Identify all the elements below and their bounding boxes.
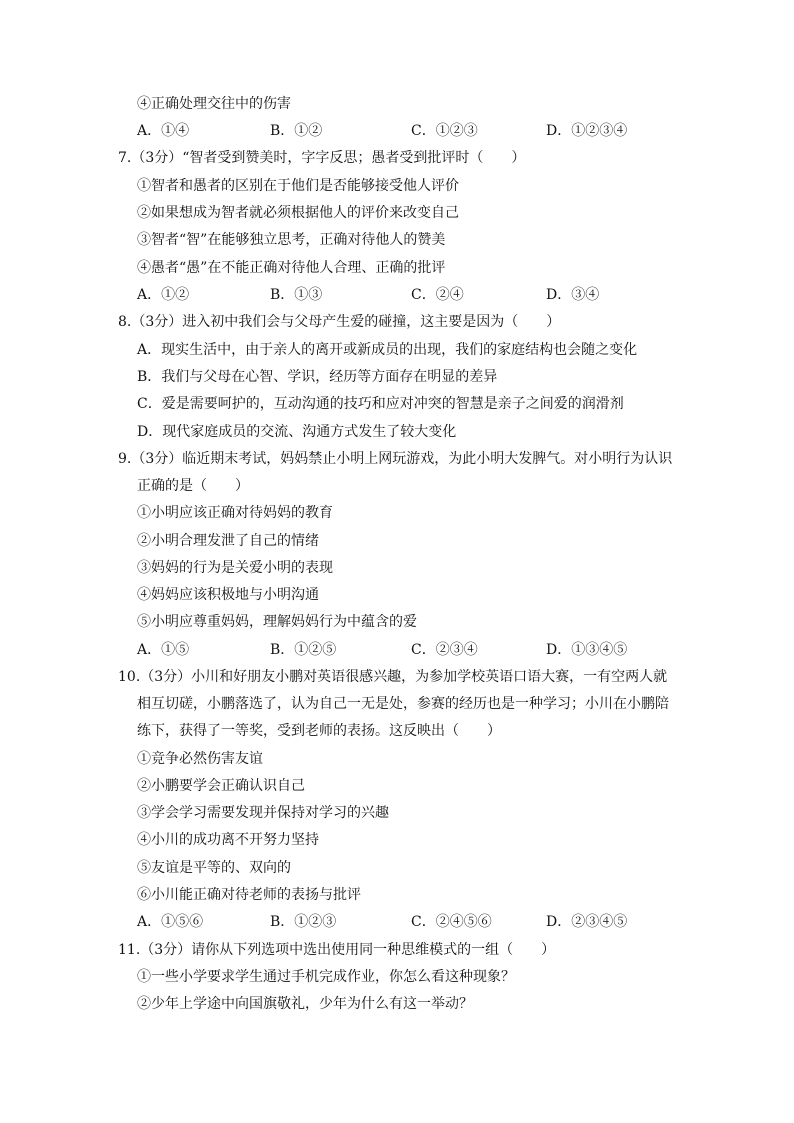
q8-stem: 8.（3分）进入初中我们会与父母产生爱的碰撞，这主要是因为（ ） — [118, 314, 561, 330]
q6-option-a[interactable]: A．①④ — [137, 123, 190, 139]
q7-option-d[interactable]: D．③④ — [546, 287, 600, 303]
q7-statement-3: ③智者“智”在能够独立思考，正确对待他人的赞美 — [137, 232, 446, 248]
q6-option-b[interactable]: B．①② — [270, 123, 323, 139]
q6-statement-4: ④正确处理交往中的伤害 — [137, 96, 291, 112]
q7-option-a[interactable]: A．①② — [137, 287, 190, 303]
q10-statement-4: ④小川的成功离不开努力坚持 — [137, 832, 319, 848]
q10-option-b[interactable]: B．①②③ — [270, 914, 337, 930]
q6-option-c[interactable]: C．①②③ — [411, 123, 478, 139]
q10-option-c[interactable]: C．②④⑤⑥ — [411, 914, 492, 930]
q7-option-b[interactable]: B．①③ — [270, 287, 323, 303]
q8-option-c[interactable]: C．爱是需要呵护的，互动沟通的技巧和应对冲突的智慧是亲子之间爱的润滑剂 — [137, 396, 624, 412]
q11-stem: 11.（3分）请你从下列选项中选出使用同一种思维模式的一组（ ） — [118, 942, 556, 958]
q10-statement-1: ①竞争必然伤害友谊 — [137, 751, 263, 767]
q7-statement-2: ②如果想成为智者就必须根据他人的评价来改变自己 — [137, 205, 459, 221]
q9-stem: 9.（3分）临近期末考试，妈妈禁止小明上网玩游戏，为此小明大发脾气。对小明行为认识 — [118, 451, 673, 467]
q6-option-d[interactable]: D．①②③④ — [546, 123, 628, 139]
q9-option-c[interactable]: C．②③④ — [411, 642, 478, 658]
q9-option-d[interactable]: D．①③④⑤ — [546, 642, 628, 658]
q10-statement-6: ⑥小川能正确对待老师的表扬与批评 — [137, 887, 361, 903]
q10-stem-line-3: 练下，获得了一等奖，受到老师的表扬。这反映出（ ） — [137, 723, 501, 739]
q9-stem-continued: 正确的是（ ） — [137, 478, 249, 494]
q10-statement-3: ③学会学习需要发现并保持对学习的兴趣 — [137, 805, 389, 821]
q11-statement-1: ①一些小学要求学生通过手机完成作业，你怎么看这种现象？ — [137, 969, 515, 985]
q9-statement-3: ③妈妈的行为是关爱小明的表现 — [137, 560, 333, 576]
q8-option-a[interactable]: A．现实生活中，由于亲人的离开或新成员的出现，我们的家庭结构也会随之变化 — [137, 342, 638, 358]
q10-option-d[interactable]: D．②③④⑤ — [546, 914, 628, 930]
q10-statement-2: ②小鹏要学会正确认识自己 — [137, 778, 305, 794]
q9-option-b[interactable]: B．①②⑤ — [270, 642, 337, 658]
q10-stem: 10.（3分）小川和好朋友小鹏对英语很感兴趣，为参加学校英语口语大赛，一有空两人就 — [118, 669, 668, 685]
q10-statement-5: ⑤友谊是平等的、双向的 — [137, 860, 291, 876]
q9-option-a[interactable]: A．①⑤ — [137, 642, 190, 658]
q8-option-b[interactable]: B．我们与父母在心智、学识，经历等方面存在明显的差异 — [137, 369, 498, 385]
q7-stem: 7.（3分）“智者受到赞美时，字字反思；愚者受到批评时（ ） — [118, 150, 526, 166]
q10-option-a[interactable]: A．①⑤⑥ — [137, 914, 204, 930]
q9-statement-4: ④妈妈应该积极地与小明沟通 — [137, 587, 319, 603]
q7-statement-1: ①智者和愚者的区别在于他们是否能够接受他人评价 — [137, 178, 459, 194]
q9-statement-1: ①小明应该正确对待妈妈的教育 — [137, 505, 333, 521]
q11-statement-2: ②少年上学途中向国旗敬礼，少年为什么有这一举动？ — [137, 996, 473, 1012]
q7-statement-4: ④愚者“愚”在不能正确对待他人合理、正确的批评 — [137, 260, 446, 276]
q7-option-c[interactable]: C．②④ — [411, 287, 464, 303]
q9-statement-2: ②小明合理发泄了自己的情绪 — [137, 533, 319, 549]
q10-stem-line-2: 相互切磋，小鹏落选了，认为自己一无是处，参赛的经历也是一种学习；小川在小鹏陪 — [137, 696, 669, 712]
q9-statement-5: ⑤小明应尊重妈妈，理解妈妈行为中蕴含的爱 — [137, 614, 417, 630]
q8-option-d[interactable]: D．现代家庭成员的交流、沟通方式发生了较大变化 — [137, 424, 457, 440]
